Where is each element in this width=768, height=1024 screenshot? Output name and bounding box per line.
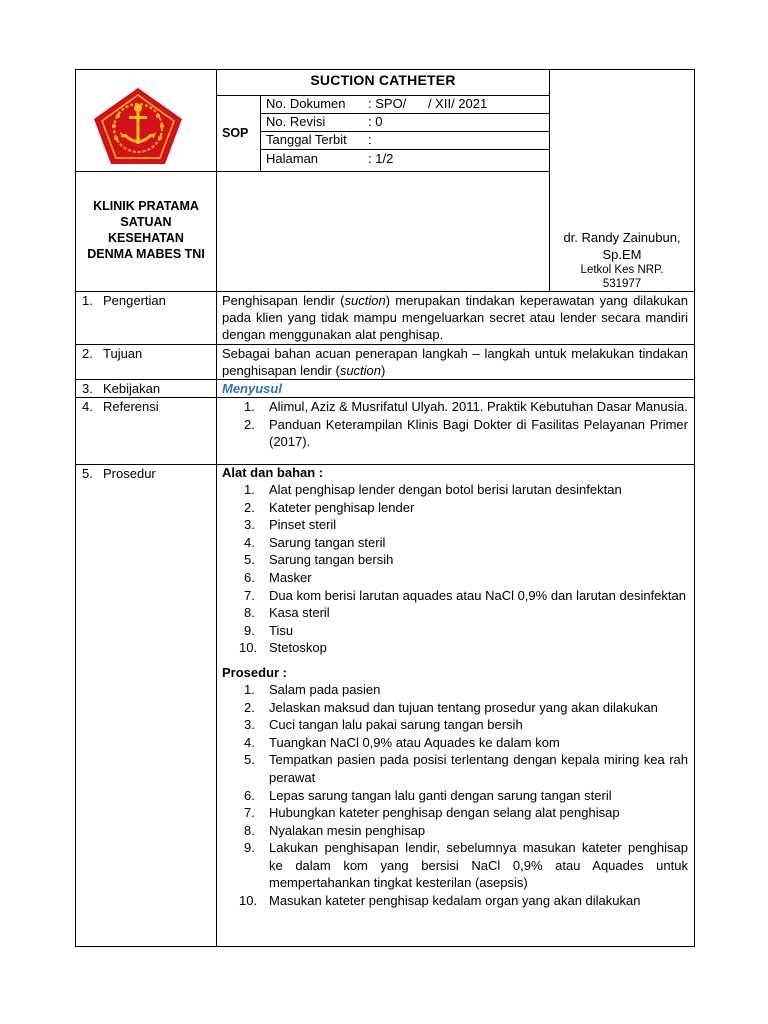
pengertian-text	[222, 292, 688, 343]
list-item: 3. Pinset steril	[244, 517, 337, 533]
pengertian-text-italic: suction	[344, 293, 386, 308]
list-item: 2. Panduan Keterampilan Klinis Bagi Dokter di Fasilitas Pelayanan Primer (2017).	[244, 416, 688, 450]
list-item: 1. Alat penghisap lender dengan botol berisi larutan desinfektan	[244, 482, 622, 497]
table-border-right	[694, 69, 695, 947]
prosedur-item: Tuangkan NaCl 0,9% atau Aquades ke dalam kom	[269, 734, 560, 750]
list-item: 9. Tisu	[244, 622, 294, 638]
prosedur-item: Lepas sarung tangan lalu ganti dengan sarung tangan steril	[269, 787, 612, 803]
clinic-line: DENMA MABES TNI	[87, 247, 205, 261]
alat-item: Stetoskop	[269, 640, 327, 656]
meta-label-dokumen: No. Dokumen	[266, 96, 346, 111]
doctor-rank-line2: 531977	[602, 278, 642, 290]
alat-item: Kateter penghisap lender	[269, 499, 415, 515]
prosedur-item: Cuci tangan lalu pakai sarung tangan bersih	[269, 717, 523, 733]
list-item: 7. Hubungkan kateter penghisap dengan selang alat penghisap	[244, 805, 620, 821]
list-item: 6. Masker	[244, 569, 312, 585]
list-item: 4. Tuangkan NaCl 0,9% atau Aquades ke dalam kom	[244, 734, 560, 750]
list-item: 2. Kateter penghisap lender	[244, 499, 415, 515]
prosedur-item: Salam pada pasien	[269, 681, 381, 697]
alat-item: Alat penghisap lender dengan botol berisi larutan desinfektan	[269, 482, 622, 497]
row-label-referensi: Referensi	[103, 399, 159, 414]
header-h-logo	[75, 171, 550, 172]
list-item: 10. Masukan kateter penghisap kedalam organ yang akan dilakukan	[239, 893, 641, 909]
clinic-line: SATUAN	[120, 215, 172, 229]
pengertian-text-start: Penghisapan lendir (	[222, 293, 345, 308]
row-label-tujuan: Tujuan	[103, 346, 143, 361]
prosedur-content	[222, 464, 688, 910]
meta-label-halaman: Halaman	[266, 151, 319, 166]
list-item: 8. Kasa steril	[244, 605, 330, 621]
kebijakan-value[interactable]: Menyusul	[222, 381, 282, 396]
doctor-name-line1: dr. Randy Zainubun,	[563, 230, 681, 245]
clinic-name	[76, 198, 216, 262]
clinic-line: KESEHATAN	[108, 231, 184, 245]
alat-item: Masker	[269, 569, 312, 585]
sop-label: SOP	[222, 126, 249, 140]
alat-item: Dua kom berisi larutan aquades atau NaCl 0,9% dan larutan desinfektan	[269, 587, 686, 603]
meta-label-revisi: No. Revisi	[266, 114, 326, 129]
meta-value-tanggal: :	[368, 132, 372, 147]
alat-item: Sarung tangan steril	[269, 534, 386, 550]
row-label-pengertian: Pengertian	[103, 293, 166, 308]
list-item: 4. Sarung tangan steril	[244, 534, 386, 550]
body-divider	[216, 291, 217, 947]
list-item: 2. Jelaskan maksud dan tujuan tentang prosedur yang akan dilakukan	[244, 699, 658, 715]
doctor-signature-block	[550, 229, 694, 291]
prosedur-heading: Prosedur :	[222, 664, 288, 680]
prosedur-item: Lakukan penghisapan lendir, sebelumnya masukan kateter penghisap ke dalam kom yang bersisi NaCl 0,9% atau Aquades untuk mempertahankan tingkat kesterilan (asepsis)	[269, 840, 688, 891]
list-item: 8. Nyalakan mesin penghisap	[244, 822, 426, 838]
list-item: 5. Tempatkan pasien pada posisi terlentang dengan kepala miring kea rah perawat	[244, 752, 688, 785]
header-divider-1	[216, 69, 217, 292]
alat-item: Tisu	[269, 622, 294, 638]
list-item: 10. Stetoskop	[239, 640, 327, 656]
row-number: 4.	[82, 399, 93, 414]
kebijakan-link[interactable]	[222, 380, 688, 397]
list-item: 1. Salam pada pasien	[244, 681, 381, 697]
doctor-name-line2: Sp.EM	[602, 247, 642, 262]
row-number: 3.	[82, 381, 93, 396]
prosedur-item: Tempatkan pasien pada posisi terlentang dengan kepala miring kea rah perawat	[269, 752, 688, 785]
referensi-item: Alimul, Aziz & Musrifatul Ulyah. 2011. Praktik Kebutuhan Dasar Manusia.	[269, 399, 688, 414]
tujuan-text-end: )	[381, 363, 386, 378]
alat-item: Sarung tangan bersih	[269, 552, 394, 568]
alat-heading: Alat dan bahan :	[222, 465, 324, 480]
meta-value-halaman: : 1/2	[368, 151, 394, 166]
row-number: 5.	[82, 466, 93, 481]
list-item: 3. Cuci tangan lalu pakai sarung tangan bersih	[244, 717, 523, 733]
alat-list	[222, 481, 688, 657]
tujuan-text	[222, 345, 688, 379]
list-item: 1. Alimul, Aziz & Musrifatul Ulyah. 2011. Praktik Kebutuhan Dasar Manusia.	[244, 399, 688, 414]
prosedur-item: Masukan kateter penghisap kedalam organ yang akan dilakukan	[269, 893, 641, 909]
prosedur-list	[222, 681, 688, 910]
meta-value-revisi: : 0	[368, 114, 383, 129]
tujuan-text-italic: suction	[339, 363, 382, 378]
pengertian-text-end: ) merupakan tindakan keperawatan yang dilakukan pada klien yang tidak mampu mengeluarkan secret atau lender secara mandiri dengan menggunakan alat penghisap.	[222, 293, 688, 342]
header-divider-3	[260, 95, 261, 172]
meta-value-dokumen: : SPO/ / XII/ 2021	[368, 96, 488, 111]
alat-item: Pinset steril	[269, 517, 337, 533]
list-item: 6. Lepas sarung tangan lalu ganti dengan sarung tangan steril	[244, 787, 612, 803]
list-item: 9. Lakukan penghisapan lendir, sebelumnya masukan kateter penghisap ke dalam kom yang bersisi NaCl 0,9% atau Aquades untuk mempertahankan tingkat kesterilan (asepsis)	[244, 840, 688, 891]
prosedur-item: Jelaskan maksud dan tujuan tentang prosedur yang akan dilakukan	[269, 699, 658, 715]
table-border-top	[75, 69, 695, 70]
prosedur-item: Nyalakan mesin penghisap	[269, 822, 426, 838]
list-item: 7. Dua kom berisi larutan aquades atau NaCl 0,9% dan larutan desinfektan	[244, 587, 686, 603]
row-number: 1.	[82, 293, 93, 308]
table-border-bottom	[75, 946, 695, 947]
clinic-line: KLINIK PRATAMA	[93, 199, 199, 213]
tni-emblem-logo	[92, 86, 184, 166]
referensi-item: Panduan Keterampilan Klinis Bagi Dokter di Fasilitas Pelayanan Primer (2017).	[269, 416, 688, 450]
doctor-rank-line1: Letkol Kes NRP.	[580, 264, 664, 276]
row-number: 2.	[82, 346, 93, 361]
document-title: SUCTION CATHETER	[310, 72, 456, 88]
alat-item: Kasa steril	[269, 605, 330, 621]
row-label-prosedur: Prosedur	[103, 466, 156, 481]
row-label-kebijakan: Kebijakan	[103, 381, 161, 396]
referensi-list	[222, 398, 688, 451]
list-item: 5. Sarung tangan bersih	[244, 552, 394, 568]
prosedur-item: Hubungkan kateter penghisap dengan selang alat penghisap	[269, 805, 620, 821]
tujuan-text-start: Sebagai bahan acuan penerapan langkah – langkah untuk melakukan tindakan penghisapan lendir (	[222, 346, 688, 378]
meta-label-tanggal: Tanggal Terbit	[266, 132, 347, 147]
